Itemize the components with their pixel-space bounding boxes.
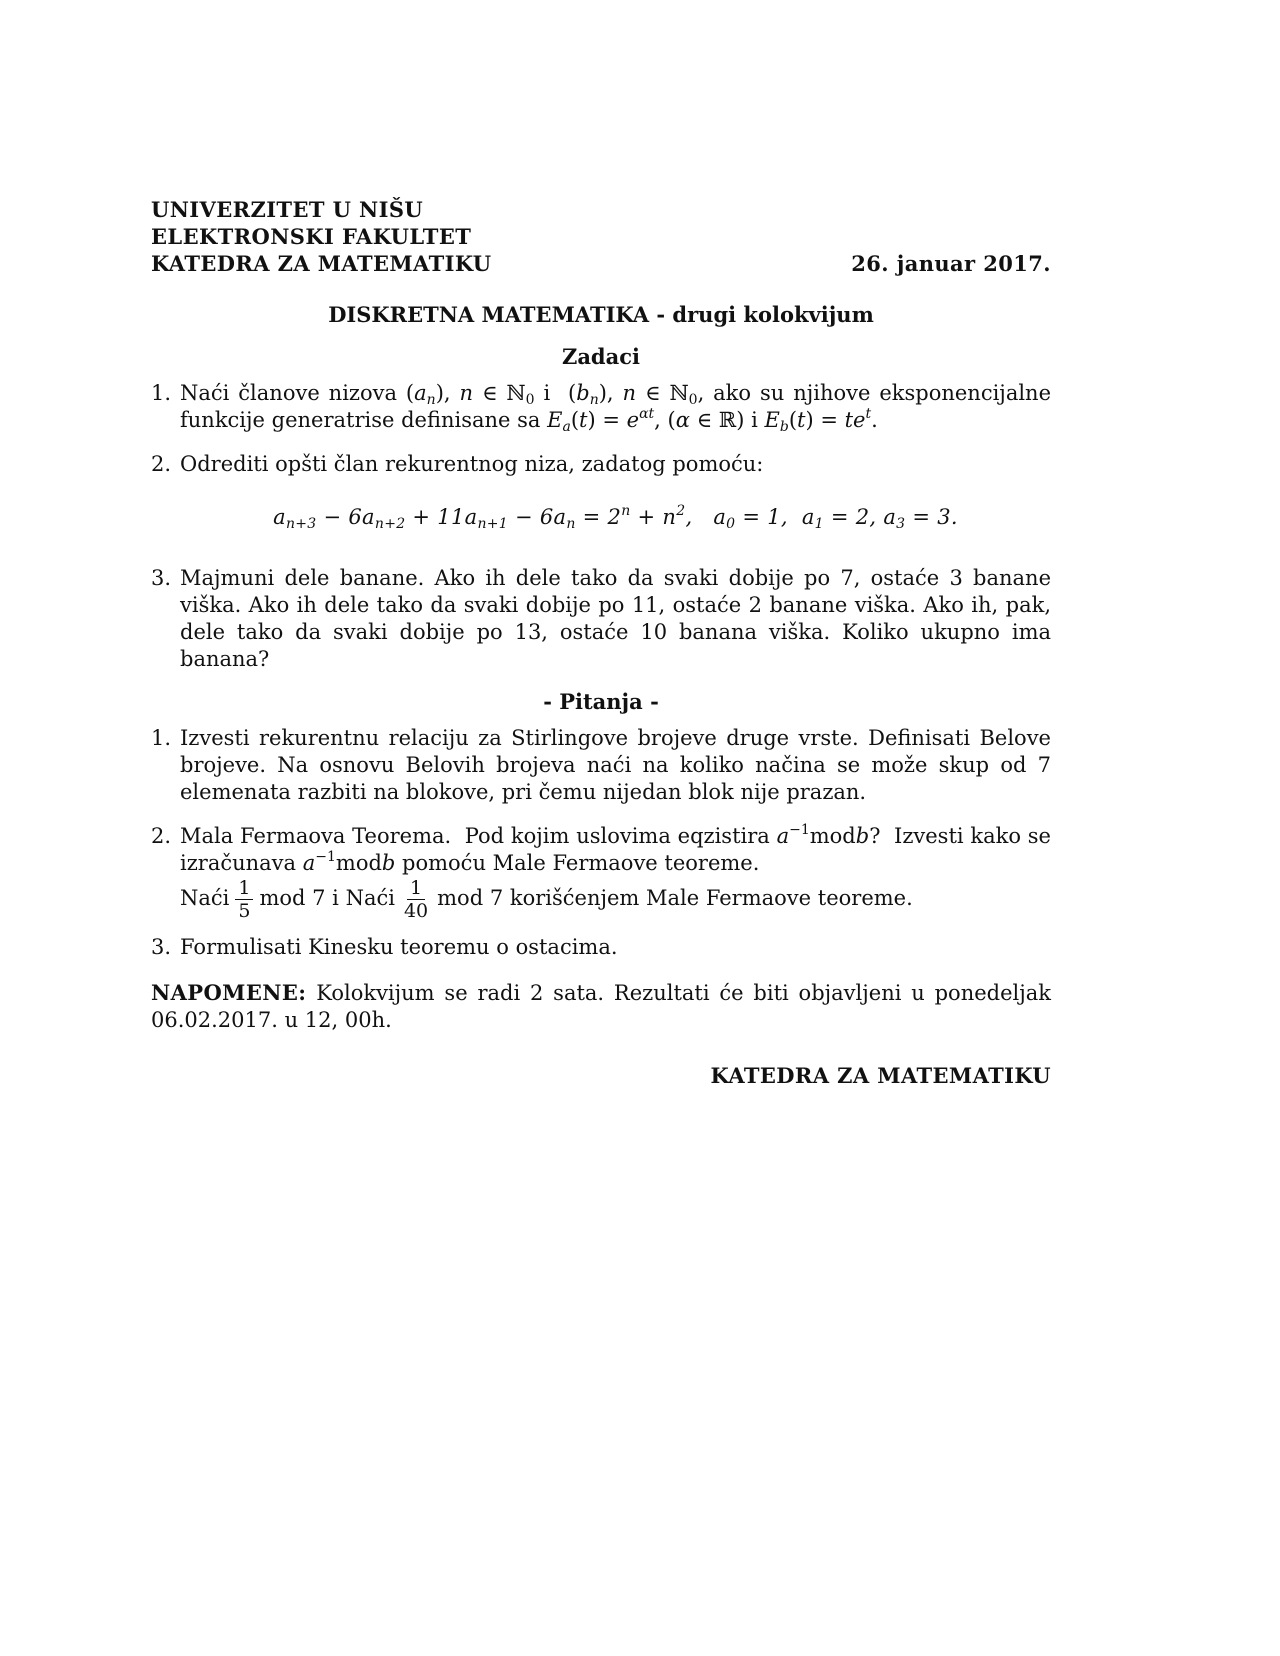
item-number: 1. xyxy=(151,381,172,405)
pitanje-2-line-3: Naći $\frac{1}{5}$ mod 7 i Naći $\frac{1}{40}$ mod 7 korišćenjem Male Fermaove teoreme. xyxy=(180,877,913,922)
zadatak-3 xyxy=(151,565,1051,673)
fraction-one-fifth: $\frac{1}{5}$ xyxy=(235,877,253,922)
pitanja-list xyxy=(151,725,1051,961)
zadatak-1 xyxy=(151,380,1051,434)
signature: KATEDRA ZA MATEMATIKU xyxy=(710,1063,1051,1088)
pitanje-3-text: Formulisati Kinesku teoremu o ostacima. xyxy=(180,935,618,959)
item-number: 1. xyxy=(151,726,172,750)
header-row xyxy=(151,250,1051,277)
recurrence-formula: $a_{n+3} - 6a_{n+2} + 11a_{n+1} - 6a_n = 2^n + n^2$, $a_0 = 1$, $a_1 = 2$, $a_3 = 3$. xyxy=(273,503,958,532)
zadaci-heading: Zadaci xyxy=(562,344,640,369)
zadatak-2 xyxy=(151,451,1051,531)
item-number: 2. xyxy=(151,824,172,848)
exam-date: 26. januar 2017. xyxy=(851,251,1051,276)
item-number: 2. xyxy=(151,452,172,476)
header xyxy=(151,196,1051,277)
pitanje-2 xyxy=(151,823,1051,922)
pitanja-heading: - Pitanja - xyxy=(543,689,659,714)
pitanje-3 xyxy=(151,934,1051,961)
zadaci-list xyxy=(151,380,1051,673)
faculty-name: ELEKTRONSKI FAKULTET xyxy=(151,224,472,249)
university-name: UNIVERZITET U NIŠU xyxy=(151,197,424,222)
item-number: 3. xyxy=(151,566,172,590)
zadatak-1-text: Naći članove nizova $(a_n)$, n ∈ ℕ$_0$ i $(b_n)$, n ∈ ℕ$_0$, ako su njihove eksponencijalne funkcije generatrise definisane sa $E_a(t) = e^{\alpha t}$, (α ∈ ℝ) i $E_b(t) = te^t$. xyxy=(180,381,1052,435)
exam-sheet xyxy=(151,196,1051,1089)
note-text: Kolokvijum se radi 2 sata. Rezultati će biti objavljeni u ponedeljak 06.02.2017. u 12, 00h. xyxy=(151,981,1051,1032)
zadatak-2-text: Odrediti opšti član rekurentnog niza, zadatog pomoću: xyxy=(180,452,764,476)
pitanje-2-text: Mala Fermaova Teorema. Pod kojim uslovima eqzistira $a^{-1}modb$? Izvesti kako se izračunava $a^{-1}modb$ pomoću Male Fermaove teoreme. xyxy=(180,822,1051,875)
note xyxy=(151,979,1051,1034)
department-name: KATEDRA ZA MATEMATIKU xyxy=(151,251,492,276)
zadatak-3-text: Majmuni dele banane. Ako ih dele tako da svaki dobije po 7, ostaće 3 banane viška. Ako ih dele tako da svaki dobije po 11, ostaće 2 banane viška. Ako ih, pak, dele tako da svaki dobije po 13, ostaće 10 banana viška. Koliko ukupno ima banana? xyxy=(180,566,1051,671)
pitanje-1 xyxy=(151,725,1051,806)
exam-title: DISKRETNA MATEMATIKA - drugi kolokvijum xyxy=(328,302,874,327)
fraction-one-fortieth: $\frac{1}{40}$ xyxy=(403,877,429,922)
note-label: NAPOMENE: xyxy=(151,980,307,1005)
item-number: 3. xyxy=(151,935,172,959)
pitanje-1-text: Izvesti rekurentnu relaciju za Stirlingove brojeve druge vrste. Definisati Belove brojeve. Na osnovu Belovih brojeva naći na koliko načina se može skup od 7 elemenata razbiti na blokove, pri čemu nijedan blok nije prazan. xyxy=(180,726,1051,804)
